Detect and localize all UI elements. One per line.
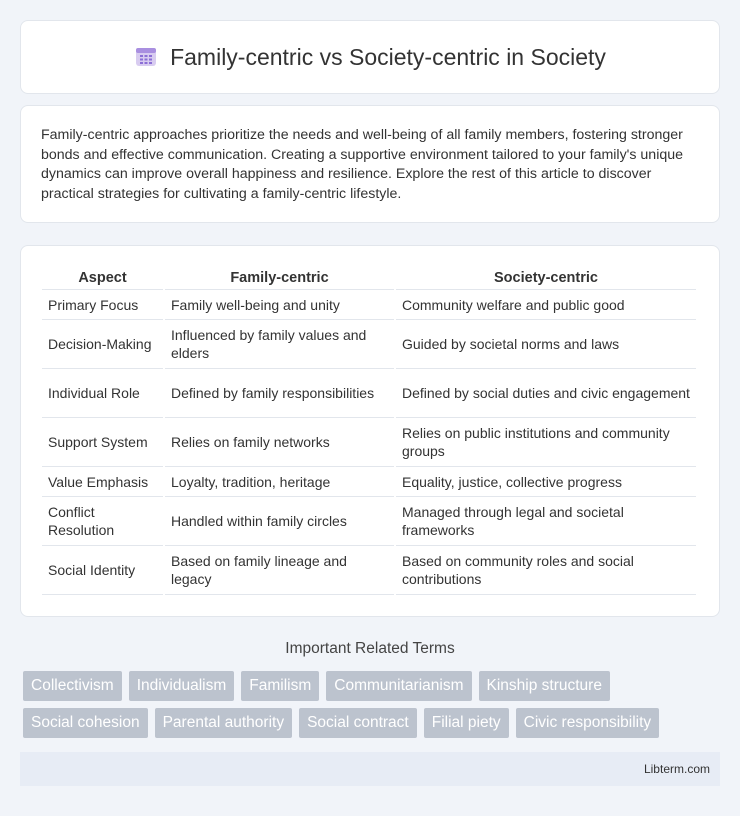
table-cell: Based on community roles and social contributions bbox=[396, 546, 696, 595]
tag-social-cohesion[interactable]: Social cohesion bbox=[23, 708, 148, 738]
tag-parental-authority[interactable]: Parental authority bbox=[155, 708, 293, 738]
tag-familism[interactable]: Familism bbox=[241, 671, 319, 701]
table-cell: Based on family lineage and legacy bbox=[165, 546, 394, 595]
table-cell: Relies on public institutions and community groups bbox=[396, 418, 696, 467]
related-terms bbox=[23, 671, 723, 745]
column-header: Society-centric bbox=[396, 266, 696, 290]
table-cell: Loyalty, tradition, heritage bbox=[165, 467, 394, 497]
table-row bbox=[42, 320, 696, 369]
table-cell: Support System bbox=[42, 418, 163, 467]
table-cell: Conflict Resolution bbox=[42, 497, 163, 546]
table-header-row bbox=[42, 266, 696, 290]
table-row bbox=[42, 467, 696, 497]
column-header: Family-centric bbox=[165, 266, 394, 290]
tag-row bbox=[23, 671, 723, 701]
comparison-table bbox=[40, 266, 698, 595]
table-cell: Defined by family responsibilities bbox=[165, 369, 394, 418]
table-cell: Guided by societal norms and laws bbox=[396, 320, 696, 369]
table-cell: Managed through legal and societal frameworks bbox=[396, 497, 696, 546]
table-cell: Influenced by family values and elders bbox=[165, 320, 394, 369]
tag-row bbox=[23, 708, 723, 738]
tag-individualism[interactable]: Individualism bbox=[129, 671, 235, 701]
table-cell: Decision-Making bbox=[42, 320, 163, 369]
table-row bbox=[42, 546, 696, 595]
table-cell: Defined by social duties and civic engagement bbox=[396, 369, 696, 418]
footer bbox=[20, 752, 720, 786]
table-cell: Family well-being and unity bbox=[165, 290, 394, 320]
table-cell: Value Emphasis bbox=[42, 467, 163, 497]
column-header: Aspect bbox=[42, 266, 163, 290]
table-row bbox=[42, 497, 696, 546]
table-row bbox=[42, 369, 696, 418]
tag-communitarianism[interactable]: Communitarianism bbox=[326, 671, 471, 701]
footer-link[interactable]: Libterm.com bbox=[643, 762, 710, 776]
table-cell: Individual Role bbox=[42, 369, 163, 418]
table-cell: Primary Focus bbox=[42, 290, 163, 320]
tag-filial-piety[interactable]: Filial piety bbox=[424, 708, 509, 738]
intro-text: Family-centric approaches prioritize the needs and well-being of all family members, fostering stronger bonds and effective communication. Creating a supportive environment tailored to your family's unique dynamics can improve overall happiness and resilience. Explore the rest of this article to discover practical strategies for cultivating a family-centric lifestyle. bbox=[41, 127, 684, 202]
tag-social-contract[interactable]: Social contract bbox=[299, 708, 417, 738]
tag-civic-responsibility[interactable]: Civic responsibility bbox=[516, 708, 659, 738]
table-card bbox=[20, 245, 720, 617]
table-row bbox=[42, 290, 696, 320]
table-cell: Equality, justice, collective progress bbox=[396, 467, 696, 497]
intro-card bbox=[20, 105, 720, 223]
tag-collectivism[interactable]: Collectivism bbox=[23, 671, 122, 701]
table-cell: Handled within family circles bbox=[165, 497, 394, 546]
related-terms-heading: Important Related Terms bbox=[285, 640, 455, 657]
tag-kinship-structure[interactable]: Kinship structure bbox=[479, 671, 610, 701]
table-cell: Relies on family networks bbox=[165, 418, 394, 467]
title-card bbox=[20, 20, 720, 94]
table-cell: Social Identity bbox=[42, 546, 163, 595]
page-title: Family-centric vs Society-centric in Society bbox=[170, 43, 606, 70]
table-cell: Community welfare and public good bbox=[396, 290, 696, 320]
table-row bbox=[42, 418, 696, 467]
table-icon bbox=[134, 45, 158, 69]
